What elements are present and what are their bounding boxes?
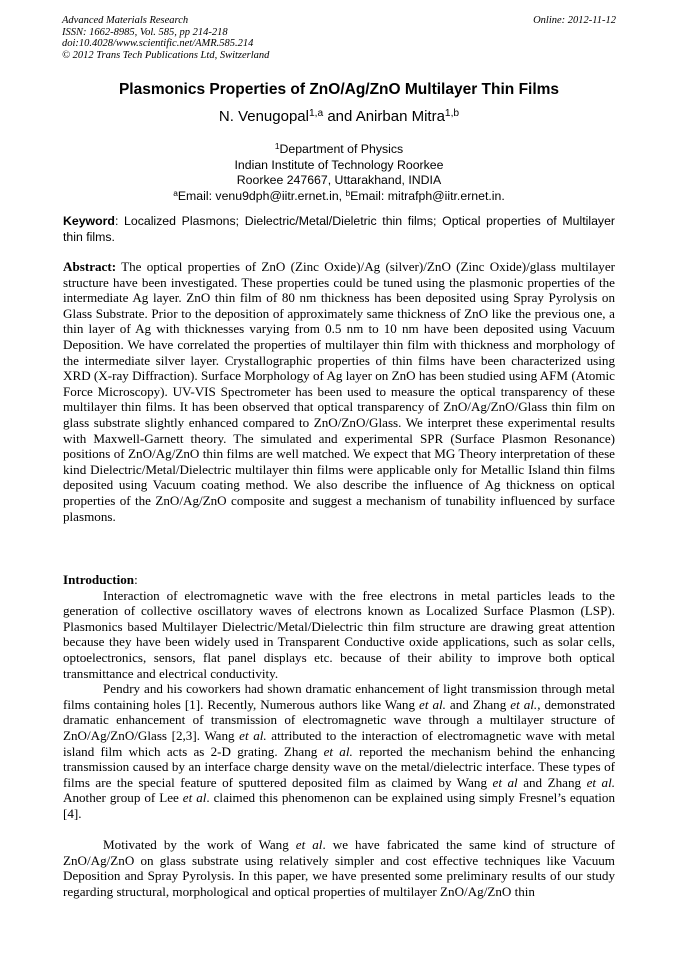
email-b-superscript: b (345, 187, 351, 198)
p2-run: reported the mechanism behind the enhancing transmission caused by an interface charge density wave on the metal/dielectric interface. These types of films are the special feature of sputtered deposited film as claimed by Wang (63, 743, 615, 790)
affiliation-address: Roorkee 247667, Uttarakhand, INDIA (236, 173, 442, 187)
p2-run: and Zhang (445, 696, 511, 712)
p2-italic: et al (492, 774, 518, 790)
introduction-paragraph-2 (63, 681, 615, 821)
email-a-superscript: a (173, 187, 178, 198)
journal-name: Advanced Materials Research (62, 15, 189, 26)
abstract-text: The optical properties of ZnO (Zinc Oxide)/Ag (silver)/ZnO (Zinc Oxide)/glass multilayer structure have been investigated. These properties could be tuned using the plasmonic properties of the intermediate Ag layer. ZnO thin film of 80 nm thickness has been deposited using Spray Pyrolysis on Glass Substrate. Prior to the deposition of approximately same thickness of ZnO like the previous one, a thin layer of Ag with thicknesses varying from 0.5 nm to 10 nm have been deposited using Vacuum Deposition. We have correlated the properties of multilayer thin film with thickness and morphology of the intermediate silver layer. Crystallographic properties of thin films have been characterized using XRD (X-ray Diffraction). Surface Morphology of Ag layer on ZnO has been studied using AFM (Atomic Force Microscopy). UV-VIS Spectrometer has been used to measure the optical transparency of these multilayer thin films. It has been observed that optical transparency of ZnO/Ag/ZnO/Glass thin film on glass substrate slightly enhanced compared to ZnO/ZnO/Glass. We interpret these experimental results with Maxwell-Garnett theory. The simulated and experimental SPR (Surface Plasmon Resonance) positions of ZnO/Ag/ZnO thin films are well matched. We expect that MG Theory interpretation of these kind Dielectric/Metal/Dielectric multilayer thin films were applicable only for Metallic Island thin films deposited using Vacuum coating method. We also describe the influence of Ag thickness on optical properties of the ZnO/Ag/ZnO composite and suggest a mechanism of tunability influenced by surface plasmons. (63, 259, 615, 524)
p2-italic: et al. (510, 696, 538, 712)
p2-run: Another group of Lee (63, 790, 183, 806)
introduction-heading-text: Introduction (63, 572, 135, 587)
email-b: Email: mitrafph@iitr.ernet.in. (350, 188, 505, 203)
author-conjunction: and (323, 108, 356, 125)
abstract (63, 259, 615, 524)
author-2-superscript: 1,b (444, 108, 460, 120)
p2-run: and Zhang (517, 774, 587, 790)
abstract-label: Abstract: (63, 259, 117, 274)
p3-run: . we have fabricated the same kind of structure of ZnO/Ag/ZnO on glass substrate using relatively simpler and cost effective techniques like Vacuum Deposition and Spray Pyrolysis. In this paper, we have presented some preliminary results of our study regarding structural, morphological and optical properties of multilayer ZnO/Ag/ZnO thin (63, 837, 615, 899)
online-date: Online: 2012-11-12 (533, 15, 616, 26)
p2-run: , demonstrated dramatic enhancement of transmission of electromagnetic wave through a multilayer structure of ZnO/Ag/ZnO/Glass [2,3]. Wang (63, 696, 615, 743)
introduction-heading-colon: : (134, 572, 138, 587)
author-2: Anirban Mitra (355, 108, 445, 125)
p2-italic: et al. (586, 774, 615, 790)
journal-copyright: © 2012 Trans Tech Publications Ltd, Switzerland (62, 49, 270, 61)
author-1-superscript: 1,a (308, 108, 324, 120)
keywords (63, 214, 615, 245)
introduction-heading (63, 572, 615, 588)
paper-title: Plasmonics Properties of ZnO/Ag/ZnO Multilayer Thin Films (118, 81, 560, 98)
p2-run: attributed to the interaction of electromagnetic wave with metal island film which acts as 2-D grating. Zhang (63, 727, 615, 759)
author-1: N. Venugopal (218, 108, 309, 125)
journal-issn: ISSN: 1662-8985, Vol. 585, pp 214-218 (62, 26, 228, 38)
journal-header (62, 15, 616, 61)
email-a: Email: venu9dph@iitr.ernet.in, (177, 188, 346, 203)
introduction-section (63, 572, 615, 899)
p2-run: Pendry and his coworkers had shown dramatic enhancement of light transmission through metal films containing holes [1]. Recently, Numerous authors like Wang (63, 681, 615, 712)
introduction-paragraph-3 (63, 837, 615, 899)
introduction-paragraph-1: Interaction of electromagnetic wave with the free electrons in metal particles leads to the generation of collective oscillatory waves of electrons known as Localized Surface Plasmon (LSP). Plasmonics based Multilayer Dielectric/Metal/Dielectric thin film structure are drawing great attention because they have been widely used in Transparent Conductive oxide applications, such as solar cells, optoelectronics, sensors, flat panel displays etc. because of their ability to improve both optical transmittance and electrical conductivity. (63, 587, 615, 681)
keyword-text: : Localized Plasmons; Dielectric/Metal/Dieletric thin films; Optical properties of Multilayer thin films. (63, 214, 615, 244)
p3-italic: et al (295, 837, 323, 853)
affiliation-institute: Indian Institute of Technology Roorkee (234, 157, 444, 172)
p2-italic: et al. (323, 743, 353, 759)
affiliation-department (0, 142, 678, 158)
author-line (0, 108, 678, 125)
keyword-label: Keyword (63, 214, 115, 228)
affiliation (0, 142, 678, 204)
p2-run: . claimed this phenomenon can be explained using simply Fresnel’s equation [4]. (63, 790, 615, 821)
p2-italic: et al (182, 790, 207, 806)
affiliation-emails (0, 189, 678, 205)
affiliation-superscript: 1 (274, 141, 280, 152)
journal-doi: doi:10.4028/www.scientific.net/AMR.585.214 (62, 38, 254, 50)
p2-italic: et al. (419, 696, 446, 712)
p2-italic: et al. (239, 727, 267, 743)
p3-run: Motivated by the work of Wang (103, 837, 296, 853)
department-text: Department of Physics (279, 142, 404, 156)
